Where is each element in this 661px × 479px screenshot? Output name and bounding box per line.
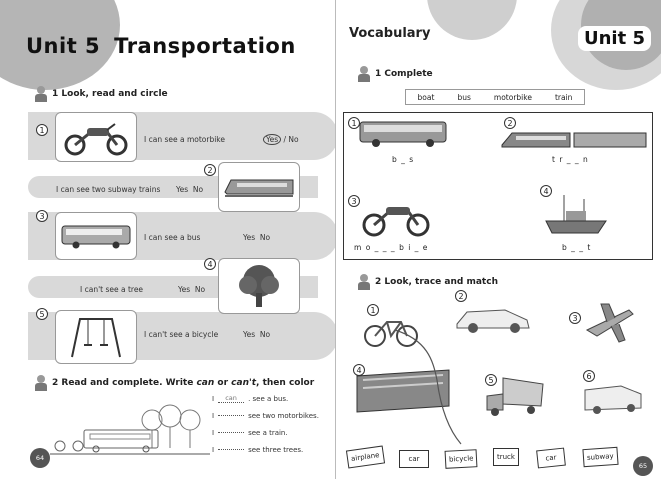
no-option[interactable]: No (259, 330, 271, 339)
no-option[interactable]: No (259, 233, 271, 242)
page-number: 64 (30, 448, 50, 468)
word-blank[interactable]: t r _ _ n (552, 155, 589, 164)
item-number: 4 (204, 258, 216, 270)
write-line: I see two motorbikes. (212, 411, 319, 420)
exercise-1-heading (34, 86, 168, 102)
train-image (500, 127, 648, 155)
yes-no-choice[interactable] (263, 135, 299, 144)
answer-blank[interactable] (218, 415, 244, 416)
word-bank-item: bus (457, 92, 471, 102)
kid-mascot-icon (34, 375, 48, 391)
exercise-1-title: 1 Complete (375, 69, 433, 79)
kid-mascot-icon (357, 66, 371, 82)
item-number: 3 (36, 210, 48, 222)
word-bank (405, 89, 585, 105)
word-bank-item: train (554, 92, 573, 102)
write-line: I see three trees. (212, 445, 304, 454)
item-number: 4 (353, 364, 365, 376)
unit-label: Unit 5 (26, 34, 101, 58)
bus-image (358, 119, 448, 153)
yes-option[interactable]: Yes (178, 285, 191, 294)
kid-mascot-icon (34, 86, 48, 102)
item-number: 3 (569, 312, 581, 324)
yes-no-choice[interactable] (176, 185, 203, 194)
kid-mascot-icon (357, 274, 371, 290)
no-option[interactable]: No (288, 135, 299, 144)
yes-no-choice[interactable] (178, 285, 205, 294)
yes-option[interactable]: Yes (263, 134, 281, 145)
boat-image (544, 193, 608, 241)
item-number: 5 (36, 308, 48, 320)
exercise-2-title: 2 Look, trace and match (375, 277, 498, 287)
item-sentence: I can't see a tree (80, 285, 144, 294)
trace-path[interactable] (337, 320, 661, 450)
item-number: 2 (455, 290, 467, 302)
item-number: 2 (504, 117, 516, 129)
word-card[interactable]: airplane (346, 446, 385, 469)
yes-no-choice[interactable] (243, 233, 270, 242)
exercise-2-heading (34, 375, 314, 391)
swing-image (55, 310, 137, 364)
yes-option[interactable]: Yes (176, 185, 189, 194)
item-sentence: I can see a motorbike (144, 135, 225, 144)
topic-label: Transportation (114, 34, 296, 58)
slash: / (283, 135, 287, 144)
exercise-2-heading (357, 274, 498, 290)
answer-blank[interactable]: can (218, 394, 244, 403)
page-title (26, 34, 296, 58)
yes-no-choice[interactable] (243, 330, 270, 339)
item-number: 1 (348, 117, 360, 129)
word-card[interactable]: bicycle (445, 449, 478, 469)
page-number: 65 (633, 456, 653, 476)
right-page (337, 0, 661, 479)
answer-blank[interactable] (218, 432, 244, 433)
item-sentence: I can see a bus (144, 233, 201, 242)
yes-option[interactable]: Yes (243, 330, 256, 339)
motorbike-image (55, 112, 137, 162)
vocabulary-title: Vocabulary (349, 26, 431, 41)
item-number: 1 (36, 124, 48, 136)
no-option[interactable]: No (194, 285, 206, 294)
complete-exercise-frame (343, 112, 653, 260)
word-bank-item: boat (417, 92, 435, 102)
subway-train-image (218, 162, 300, 212)
decorative-blob (427, 0, 517, 40)
word-card[interactable]: car (536, 448, 566, 469)
item-number: 3 (348, 195, 360, 207)
item-number: 4 (540, 185, 552, 197)
no-option[interactable]: No (192, 185, 204, 194)
street-scene-image (50, 400, 210, 456)
exercise-2-title: 2 Read and complete. Write can or can't, then color (52, 378, 315, 388)
item-number: 2 (204, 164, 216, 176)
word-card[interactable]: subway (582, 447, 618, 467)
exercise-1-heading (357, 66, 433, 82)
tree-image (218, 258, 300, 314)
word-card[interactable]: car (399, 450, 429, 468)
yes-option[interactable]: Yes (243, 233, 256, 242)
write-lines (212, 390, 319, 458)
unit-label: Unit 5 (578, 26, 651, 51)
write-line: I can . see a bus. (212, 394, 289, 403)
item-number: 6 (583, 370, 595, 382)
item-sentence: I can see two subway trains (56, 185, 161, 194)
word-bank-item: motorbike (493, 92, 532, 102)
word-card[interactable]: truck (493, 448, 519, 466)
motorbike-image (360, 197, 432, 241)
word-blank[interactable]: m o _ _ _ b i _ e (354, 243, 429, 252)
item-number: 1 (367, 304, 379, 316)
bus-image (55, 212, 137, 260)
item-number: 5 (485, 374, 497, 386)
answer-blank[interactable] (218, 449, 244, 450)
write-line: I see a train. (212, 428, 288, 437)
word-blank[interactable]: b _ s (392, 155, 415, 164)
item-sentence: I can't see a bicycle (144, 330, 219, 339)
exercise-1-title: 1 Look, read and circle (52, 89, 168, 99)
word-blank[interactable]: b _ _ t (562, 243, 592, 252)
